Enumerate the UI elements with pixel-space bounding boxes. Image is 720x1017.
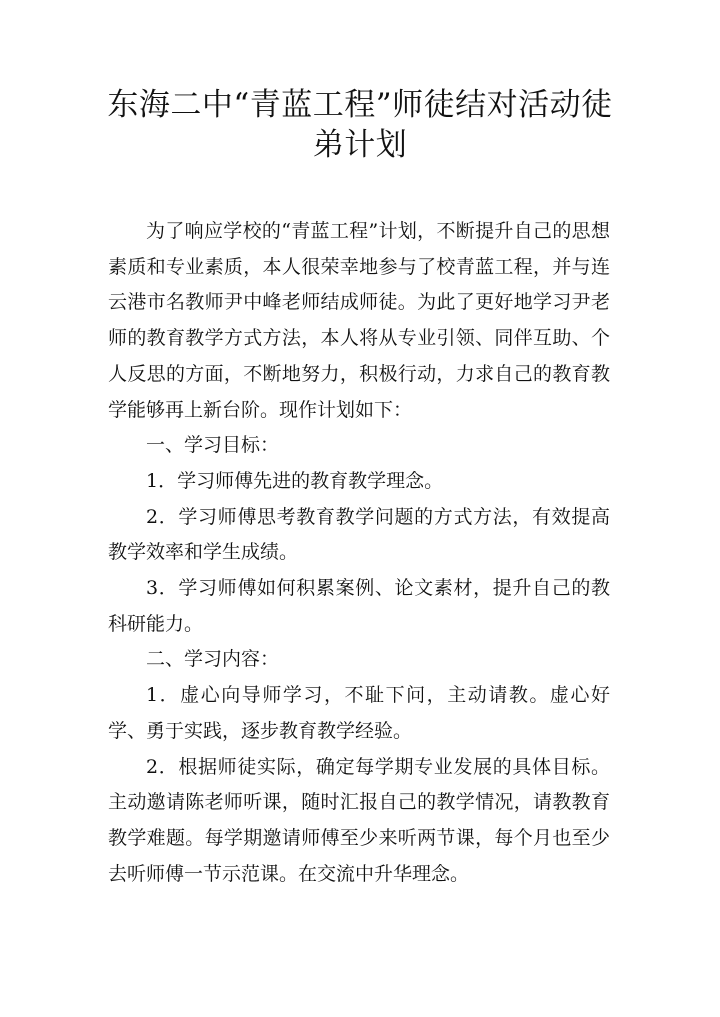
document-title: 东海二中“青蓝工程”师徒结对活动徒弟计划 <box>107 87 613 163</box>
section-heading-content: 二、学习内容： <box>146 648 280 671</box>
document-body <box>108 214 610 892</box>
section-heading-goals: 一、学习目标： <box>146 434 280 457</box>
goal-item-1: 1．学习师傅先进的教育教学理念。 <box>146 469 444 492</box>
content-item-1: 1．虚心向导师学习，不耻下问，主动请教。虚心好学、勇于实践，逐步教育教学经验。 <box>108 684 610 742</box>
goal-item-2: 2．学习师傅思考教育教学问题的方式方法，有效提高教学效率和学生成绩。 <box>108 505 610 564</box>
content-item-2: 2．根据师徒实际，确定每学期专业发展的具体目标。主动邀请陈老师听课，随时汇报自己的教学情况，请教教育教学难题。每学期邀请师傅至少来听两节课，每个月也至少去听师傅一节示范课。在交流中升华理念。 <box>108 755 610 885</box>
intro-paragraph: 为了响应学校的“青蓝工程”计划，不断提升自己的思想素质和专业素质，本人很荣幸地参与了校青蓝工程，并与连云港市名教师尹中峰老师结成师徒。为此了更好地学习尹老师的教育教学方式方法，本人将从专业引领、同伴互助、个人反思的方面，不断地努力，积极行动，力求自己的教育教学能够再上新台阶。现作计划如下： <box>108 220 610 421</box>
goal-item-3: 3．学习师傅如何积累案例、论文素材，提升自己的教科研能力。 <box>108 577 610 635</box>
